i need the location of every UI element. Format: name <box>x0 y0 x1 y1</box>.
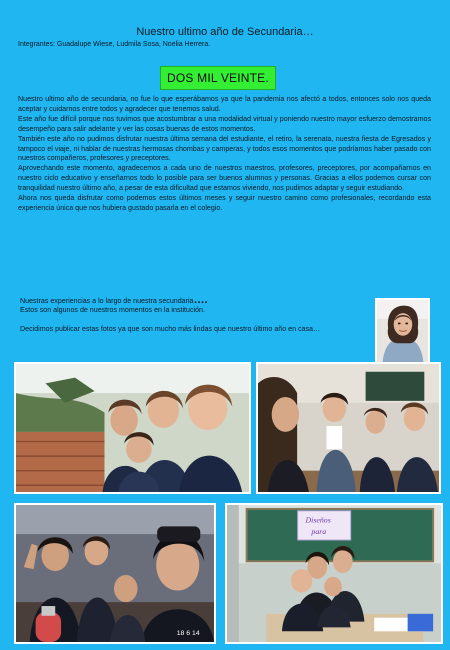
paragraph-5: Ahora nos queda disfrutar como podemos estos últimos meses y seguir nuestro camino como profesionales, recordando esta experiencia única que nos hubiera gustado pasarla en el colegio. <box>18 194 431 212</box>
page-title: Nuestro ultimo año de Secundaria… <box>136 26 314 38</box>
paragraph-1: Nuestro ultimo año de secundaria, no fue lo que esperábamos ya que la pandemia nos afectó a todos, entonces solo nos queda aceptar y cuidarnos entre todos y agradecer que tenemos salud. <box>18 95 431 113</box>
group-photo-outdoor <box>14 362 251 494</box>
experiences-intro <box>20 296 370 306</box>
experiences-line-2: Estos son algunos de nuestros momentos en la institución. <box>20 306 205 315</box>
year-banner: DOS MIL VEINTE. <box>160 66 276 90</box>
paragraph-2: Este año fue difícil porque nos tuvimos que acostumbrar a una modalidad virtual y poniendo nuestro mayor esfuerzo demostramos desempeño para salir adelante y ver las cosas buenas de estos momentos. <box>18 114 431 133</box>
group-photo-selfie <box>14 503 216 644</box>
authors-line: Integrantes: Guadalupe Wiese, Ludmila Sosa, Noelia Herrera. <box>18 41 211 48</box>
experiences-line-3: Decidimos publicar estas fotos ya que son mucho más lindas que nuestro último año en casa… <box>20 324 321 333</box>
experiences-dots: …. <box>193 294 208 306</box>
portrait-photo <box>375 298 430 364</box>
paragraph-4: Aprovechando este momento, agradecemos a cada uno de nuestros maestros, profesores, preceptores, por acompañarnos en nuestro ciclo educativo y enseñarnos todo lo posible para ser buenos alumnos y personas. Gracias a ellos podemos cursar con tranquilidad nuestro último año, a pesar de esta dificultad que estamos viviendo, nos pudimos adaptar y seguir estudiando. <box>18 164 431 193</box>
experiences-line-1: Nuestras experiencias a lo largo de nuestra secundaria <box>20 297 194 305</box>
board-note-line-2: para <box>311 527 327 537</box>
paragraph-3: También este año no pudimos disfrutar nuestra última semana del estudiante, el retiro, la serenata, nuestra fiesta de Egresados y tampoco el viaje, ni hablar de nuestras hermosas chombas y camperas, y todos esos momentos que podríamos haber pasado con nuestros compañeros, profesores y preceptores. <box>18 134 431 163</box>
photo-timestamp: 18 6 14 <box>176 630 200 638</box>
group-photo-classroom <box>256 362 441 494</box>
body-text <box>18 95 431 214</box>
group-photo-board <box>225 503 443 644</box>
experiences-section <box>20 296 370 334</box>
board-note-line-1: Diseños <box>305 515 331 525</box>
